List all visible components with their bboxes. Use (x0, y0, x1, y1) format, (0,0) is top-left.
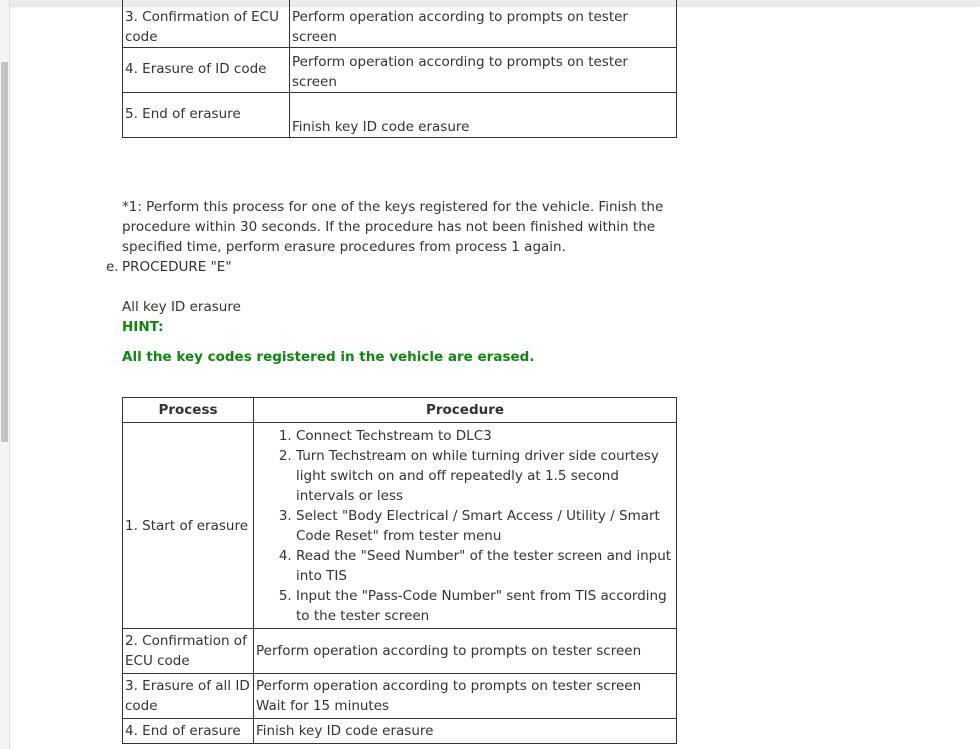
procedure-cell (254, 674, 677, 719)
procedure-e-heading: PROCEDURE "E" (122, 259, 232, 275)
process-cell: 2. Confirmation of ECU code (123, 629, 254, 674)
procedure-cell: Perform operation according to prompts on tester screen (254, 629, 677, 674)
table-row (123, 48, 677, 93)
table-row (123, 93, 677, 138)
list-item: 3. Select "Body Electrical / Smart Access / Utility / Smart Code Reset" from tester menu (296, 506, 674, 546)
procedure-cell: Perform operation according to prompts on tester screen (290, 0, 677, 48)
process-cell: 1. Start of erasure (123, 423, 254, 629)
process-header: Process (123, 398, 254, 423)
process-cell: 3. Confirmation of ECU code (123, 0, 290, 48)
section-title: All key ID erasure (122, 299, 241, 315)
hint-text: All the key codes registered in the vehicle are erased. (122, 349, 535, 365)
hint-label: HINT: (122, 319, 164, 335)
table-row (123, 719, 677, 744)
vertical-scrollbar[interactable] (0, 0, 10, 749)
table-row (123, 629, 677, 674)
list-item: 5. Input the "Pass-Code Number" sent from TIS according to the tester screen (296, 586, 674, 626)
process-cell: 5. End of erasure (123, 93, 290, 138)
procedure-header: Procedure (254, 398, 677, 423)
start-erasure-steps (256, 426, 674, 626)
table-header-row (123, 398, 677, 423)
all-key-erasure-table (122, 397, 677, 744)
erasure-table-continued (122, 0, 677, 138)
list-item: 1. Connect Techstream to DLC3 (296, 426, 674, 446)
footnote-paragraph: *1: Perform this process for one of the keys registered for the vehicle. Finish the procedure within 30 seconds. If the procedure has not been finished within the specified time, perform erasure procedures from process 1 again. (122, 199, 664, 255)
procedure-cell (254, 423, 677, 629)
list-item: 4. Read the "Seed Number" of the tester screen and input into TIS (296, 546, 674, 586)
table-row (123, 674, 677, 719)
table-row (123, 0, 677, 48)
procedure-cell: Finish key ID code erasure (290, 93, 677, 138)
list-marker: e. (106, 259, 119, 275)
procedure-cell: Perform operation according to prompts on tester screen (290, 48, 677, 93)
process-cell: 4. End of erasure (123, 719, 254, 744)
process-cell: 3. Erasure of all ID code (123, 674, 254, 719)
list-item: 2. Turn Techstream on while turning driver side courtesy light switch on and off repeatedly at 1.5 second intervals or less (296, 446, 674, 506)
procedure-line: Wait for 15 minutes (256, 698, 390, 714)
table-row (123, 423, 677, 629)
scrollbar-thumb[interactable] (1, 62, 8, 442)
procedure-cell: Finish key ID code erasure (254, 719, 677, 744)
procedure-line: Perform operation according to prompts on tester screen (256, 678, 642, 694)
process-cell: 4. Erasure of ID code (123, 48, 290, 93)
